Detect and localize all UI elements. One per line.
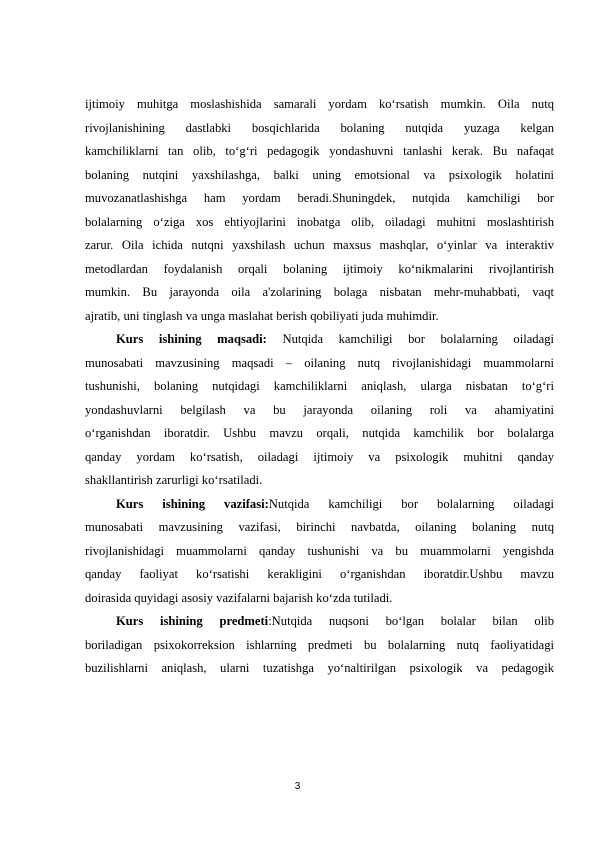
paragraph-line: rivojlanishidagi muammolarni qanday tushunishi va bu muammolarni yengishda: [85, 543, 554, 558]
paragraph-line: munosabati mavzusining maqsadi – oilaning nutq rivojlanishidagi muammolarni: [85, 355, 554, 370]
paragraph-line: doirasida quyidagi asosiy vazifalarni bajarish ko‘zda tutiladi.: [85, 590, 393, 605]
paragraph-line: ajratib, uni tinglash va unga maslahat berish qobiliyati juda muhimdir.: [85, 308, 439, 323]
paragraph-line: muvozanatlashishga ham yordam beradi.Shuningdek, nutqida kamchiligi bor: [85, 191, 554, 205]
paragraph-line: tushunishi, bolaning nutqidagi kamchiliklarni aniqlash, ularga nisbatan to‘g‘ri: [85, 379, 554, 393]
paragraph-line: ijtimoiy muhitga moslashishida samarali yordam ko‘rsatish mumkin. Oila nutq: [85, 97, 554, 111]
paragraph-line: shakllantirish zarurligi ko‘rsatiladi.: [85, 473, 263, 487]
paragraph-line: zarur. Oila ichida nutqni yaxshilash uchun maxsus mashqlar, o‘yinlar va interaktiv: [85, 238, 554, 252]
paragraph-text: Nutqida kamchiligi bor bolalarning oiladagi: [266, 332, 554, 346]
heading-predmeti: Kurs ishining predmeti: [116, 614, 269, 628]
paragraph-first-line: [85, 328, 554, 352]
paragraph-text: :Nutqida nuqsoni bo‘lgan bolalar bilan olib: [268, 614, 554, 628]
paragraph-line: yondashuvlarni belgilash va bu jarayonda oilaning roli va ahamiyatini: [85, 402, 554, 417]
paragraph-line: kamchiliklarni tan olib, to‘g‘ri pedagogik yondashuvni tanlashi kerak. Bu nafaqat: [85, 144, 554, 158]
paragraph-line: munosabati mavzusining vazifasi, birinchi navbatda, oilaning bolaning nutq: [85, 520, 554, 534]
paragraph-line: boriladigan psixokorreksion ishlarning predmeti bu bolalarning nutq faoliyatidagi: [85, 637, 554, 652]
paragraph-line: qanday faoliyat ko‘rsatishi kerakligini o‘rganishdan iboratdir.Ushbu mavzu: [85, 567, 554, 581]
paragraph-line: buzilishlarni aniqlash, ularni tuzatishga yo‘naltirilgan psixologik va pedagogik: [85, 661, 554, 675]
paragraph-line: metodlardan foydalanish orqali bolaning ijtimoiy ko‘nikmalarini rivojlantirish: [85, 261, 554, 276]
heading-maqsadi: Kurs ishining maqsadi:: [116, 332, 267, 346]
paragraph-text: Nutqida kamchiligi bor bolalarning oiladagi: [268, 496, 554, 511]
body-text: [85, 93, 554, 681]
paragraph-line: rivojlanishining dastlabki bosqichlarida bolaning nutqida yuzaga kelgan: [85, 120, 554, 135]
paragraph-line: bolaning nutqini yaxshilashga, balki uning emotsional va psixologik holatini: [85, 167, 554, 182]
paragraph-line: bolalarning o‘ziga xos ehtiyojlarini inobatga olib, oiladagi muhitni moslashtirish: [85, 214, 554, 229]
paragraph-line: qanday yordam ko‘rsatish, oiladagi ijtimoiy va psixologik muhitni qanday: [85, 449, 554, 464]
heading-vazifasi: Kurs ishining vazifasi:: [116, 496, 269, 511]
paragraph-line: mumkin. Bu jarayonda oila a'zolarining bolaga nisbatan mehr-muhabbati, vaqt: [85, 285, 554, 299]
paragraph-first-line: [85, 493, 554, 517]
paragraph-first-line: [85, 610, 554, 634]
paragraph-line: o‘rganishdan iboratdir. Ushbu mavzu orqali, nutqida kamchilik bor bolalarga: [85, 426, 554, 440]
page-number: 3: [294, 781, 301, 792]
